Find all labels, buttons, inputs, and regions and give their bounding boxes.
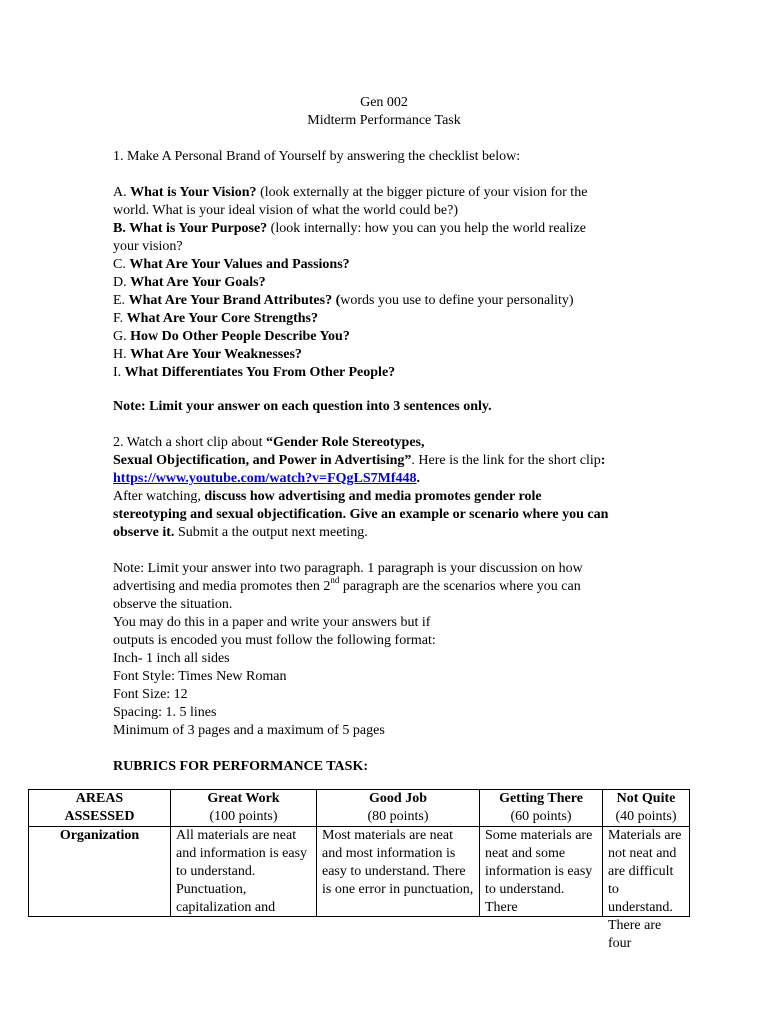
- checklist-item: H. What Are Your Weaknesses?: [113, 347, 302, 362]
- cell-getting-there: Some materials are neat and some information is easy to understand. There: [480, 827, 603, 917]
- header-getting-there: Getting There (60 points): [480, 790, 603, 827]
- task1-note: Note: Limit your answer on each question into 3 sentences only.: [113, 399, 492, 414]
- task2-note-line2: advertising and media promotes then 2nd paragraph are the scenarios where you can: [113, 575, 581, 594]
- task2-line2: Sexual Objectification, and Power in Advertising”. Here is the link for the short clip:: [113, 453, 606, 468]
- task2-note-line3: observe the situation.: [113, 597, 233, 612]
- cell-great-work: All materials are neat and information is easy to understand. Punctuation, capitalization and: [171, 827, 317, 917]
- header-areas: AREAS ASSESSED: [29, 790, 171, 827]
- task2-line3: https://www.youtube.com/watch?v=FQgLS7Mf448.: [113, 471, 421, 486]
- checklist-item: I. What Differentiates You From Other People?: [113, 365, 396, 380]
- format-font-size: Font Size: 12: [113, 687, 188, 702]
- checklist-item: F. What Are Your Core Strengths?: [113, 311, 319, 326]
- course-code: Gen 002: [360, 95, 408, 110]
- cell-not-quite: Materials are not neat and are difficult to understand. There are four: [603, 827, 690, 917]
- checklist-item: A. What is Your Vision? (look externally at the bigger picture of your vision for the: [113, 185, 588, 200]
- task2-line6: observe it. Submit a the output next meeting.: [113, 525, 368, 540]
- rubric-header-row: [29, 790, 690, 827]
- task2-note-line1: Note: Limit your answer into two paragraph. 1 paragraph is your discussion on how: [113, 561, 583, 576]
- checklist-item: E. What Are Your Brand Attributes? (words you use to define your personality): [113, 293, 574, 308]
- format-line1: You may do this in a paper and write your answers but if: [113, 615, 431, 630]
- checklist-item: C. What Are Your Values and Passions?: [113, 257, 350, 272]
- checklist-item: D. What Are Your Goals?: [113, 275, 266, 290]
- rubric-table: [28, 789, 690, 951]
- format-margin: Inch- 1 inch all sides: [113, 651, 230, 666]
- document-title: Midterm Performance Task: [307, 113, 461, 128]
- task1-intro: 1. Make A Personal Brand of Yourself by answering the checklist below:: [113, 149, 521, 164]
- checklist-item: your vision?: [113, 239, 183, 254]
- checklist-item: G. How Do Other People Describe You?: [113, 329, 350, 344]
- youtube-link[interactable]: https://www.youtube.com/watch?v=FQgLS7Mf448: [113, 471, 417, 486]
- table-row: [29, 827, 690, 917]
- rubric-heading: RUBRICS FOR PERFORMANCE TASK:: [113, 759, 368, 774]
- format-spacing: Spacing: 1. 5 lines: [113, 705, 217, 720]
- criterion-organization: Organization: [29, 827, 171, 917]
- header-not-quite: Not Quite (40 points): [603, 790, 690, 827]
- format-font-style: Font Style: Times New Roman: [113, 669, 287, 684]
- format-page-count: Minimum of 3 pages and a maximum of 5 pages: [113, 723, 385, 738]
- task2-line4: After watching, discuss how advertising and media promotes gender role: [113, 489, 542, 504]
- checklist-item: B. What is Your Purpose? (look internally: how you can you help the world realize: [113, 221, 586, 236]
- header-good-job: Good Job (80 points): [317, 790, 480, 827]
- header-great-work: Great Work (100 points): [171, 790, 317, 827]
- cell-good-job: Most materials are neat and most information is easy to understand. There is one error in punctuation,: [317, 827, 480, 917]
- task2-line5: stereotyping and sexual objectification. Give an example or scenario where you can: [113, 507, 609, 522]
- task2-line1: 2. Watch a short clip about “Gender Role Stereotypes,: [113, 435, 425, 450]
- format-line2: outputs is encoded you must follow the following format:: [113, 633, 436, 648]
- checklist-item: world. What is your ideal vision of what the world could be?): [113, 203, 458, 218]
